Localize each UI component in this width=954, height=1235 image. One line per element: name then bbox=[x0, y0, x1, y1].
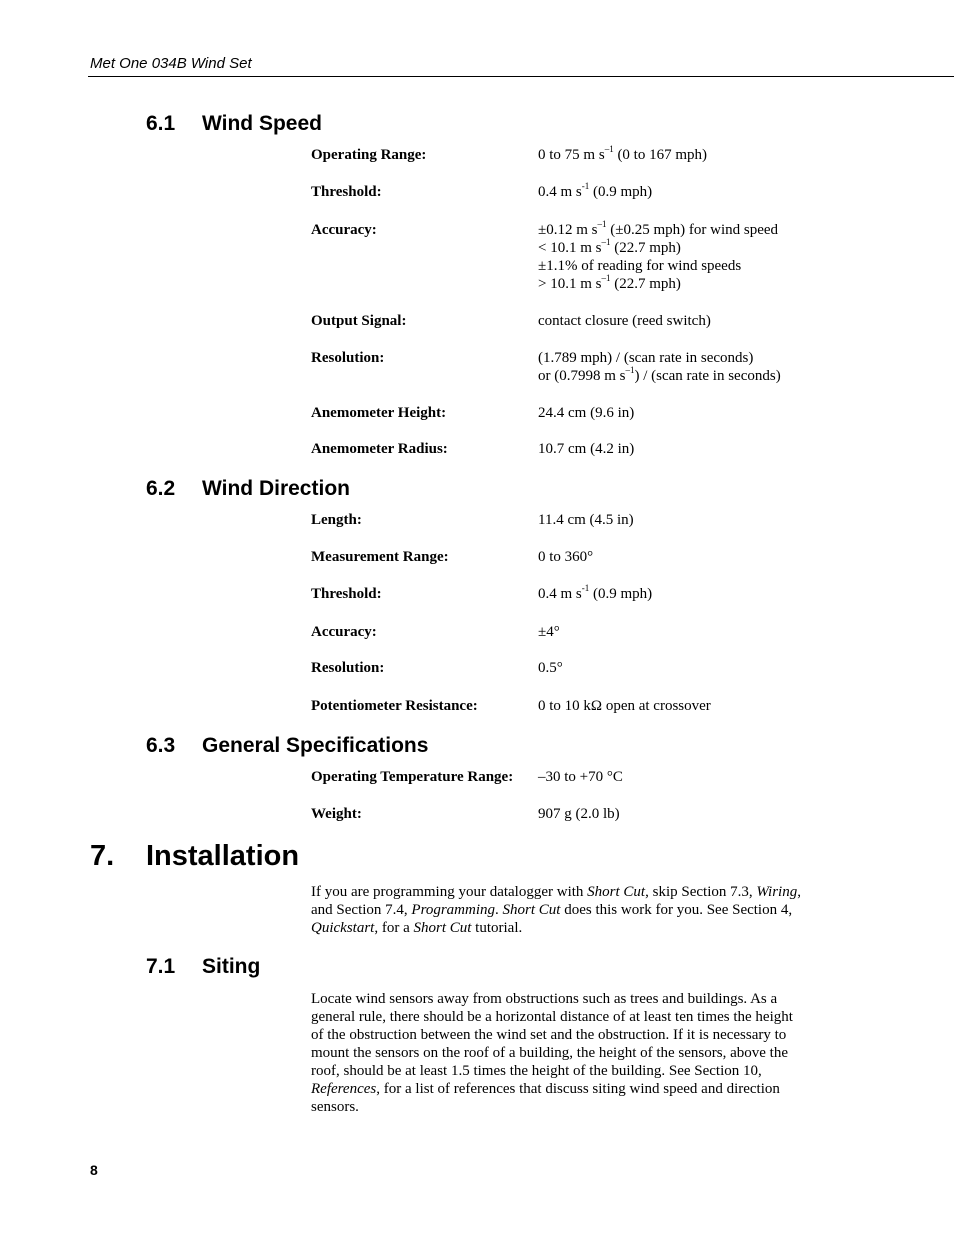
section-title: Siting bbox=[202, 955, 261, 978]
page-number: 8 bbox=[90, 1162, 98, 1178]
section-heading-6-2 bbox=[146, 477, 350, 501]
spec-value: 0 to 10 kΩ open at crossover bbox=[538, 698, 711, 714]
section-heading-6-3 bbox=[146, 734, 428, 758]
spec-value: 0.4 m $s^{-1}$ (0.9 mph) bbox=[538, 181, 653, 200]
spec-label: Accuracy: bbox=[311, 222, 377, 238]
spec-value: 0 to 75 m $s^{-1}$ (0 to 167 mph) bbox=[538, 144, 708, 163]
spec-value: 11.4 cm (4.5 in) bbox=[538, 512, 634, 528]
siting-paragraph: Locate wind sensors away from obstructions such as trees and buildings. As a general rule, there should be a horizontal distance of at least ten times the height of the obstruction between the wind set and the obstruction. If it is necessary to mount the sensors on the roof of a building, the height of the sensors, above the roof, should be at least 1.5 times the height of the building. See Section 10, References, for a list of references that discuss siting wind speed and direction sensors. bbox=[311, 991, 793, 1115]
spec-label: Resolution: bbox=[311, 660, 385, 676]
section-number: 7.1 bbox=[146, 955, 176, 978]
running-header: Met One 034B Wind Set bbox=[90, 55, 252, 72]
section-number: 6.2 bbox=[146, 477, 176, 500]
spec-value: 24.4 cm (9.6 in) bbox=[538, 405, 635, 421]
spec-label: Threshold: bbox=[311, 586, 382, 602]
spec-value: 0.4 m $s^{-1}$ (0.9 mph) bbox=[538, 583, 653, 602]
spec-label: Resolution: bbox=[311, 350, 385, 366]
spec-label: Accuracy: bbox=[311, 624, 377, 640]
section-number: 6.1 bbox=[146, 112, 176, 135]
section-title: Wind Speed bbox=[202, 112, 322, 135]
spec-label: Threshold: bbox=[311, 184, 382, 200]
spec-value: contact closure (reed switch) bbox=[538, 313, 711, 329]
header-divider bbox=[88, 76, 954, 77]
section-title: General Specifications bbox=[202, 734, 429, 757]
spec-value: –30 to +70 °C bbox=[538, 769, 623, 785]
spec-label: Operating Temperature Range: bbox=[311, 769, 514, 785]
installation-intro-paragraph: If you are programming your datalogger with Short Cut, skip Section 7.3, Wiring, and Section 7.4, Programming. Short Cut does this work for you. See Section 4, Quickstart, for a Short Cut tutorial. bbox=[311, 884, 801, 936]
spec-value: (1.789 mph) / (scan rate in seconds) or (0.7998 m $s^{-1}$) / (scan rate in seconds) bbox=[538, 350, 781, 384]
spec-label: Potentiometer Resistance: bbox=[311, 698, 478, 714]
spec-label: Measurement Range: bbox=[311, 549, 449, 565]
chapter-title: Installation bbox=[146, 840, 300, 872]
section-heading-7-1 bbox=[146, 955, 260, 979]
spec-value: ±0.12 m $s^{-1}$ (±0.25 mph) for wind speed < 10.1 m $s^{-1}$ (22.7 mph) ±1.1% of reading for wind speeds > 10.1 m $s^{-1}$ (22.7 mph) bbox=[538, 219, 779, 292]
spec-value: 907 g (2.0 lb) bbox=[538, 806, 620, 822]
spec-label: Weight: bbox=[311, 806, 362, 822]
chapter-heading-7 bbox=[90, 840, 299, 873]
section-number: 6.3 bbox=[146, 734, 176, 757]
spec-value: ±4° bbox=[538, 624, 560, 640]
spec-value: 10.7 cm (4.2 in) bbox=[538, 441, 635, 457]
spec-label: Anemometer Radius: bbox=[311, 441, 448, 457]
spec-label: Output Signal: bbox=[311, 313, 407, 329]
spec-value: 0.5° bbox=[538, 660, 563, 676]
section-heading-6-1 bbox=[146, 112, 322, 136]
section-title: Wind Direction bbox=[202, 477, 350, 500]
spec-value: 0 to 360° bbox=[538, 549, 594, 565]
spec-label: Operating Range: bbox=[311, 147, 427, 163]
spec-label: Length: bbox=[311, 512, 362, 528]
chapter-number: 7. bbox=[90, 840, 115, 872]
spec-label: Anemometer Height: bbox=[311, 405, 447, 421]
